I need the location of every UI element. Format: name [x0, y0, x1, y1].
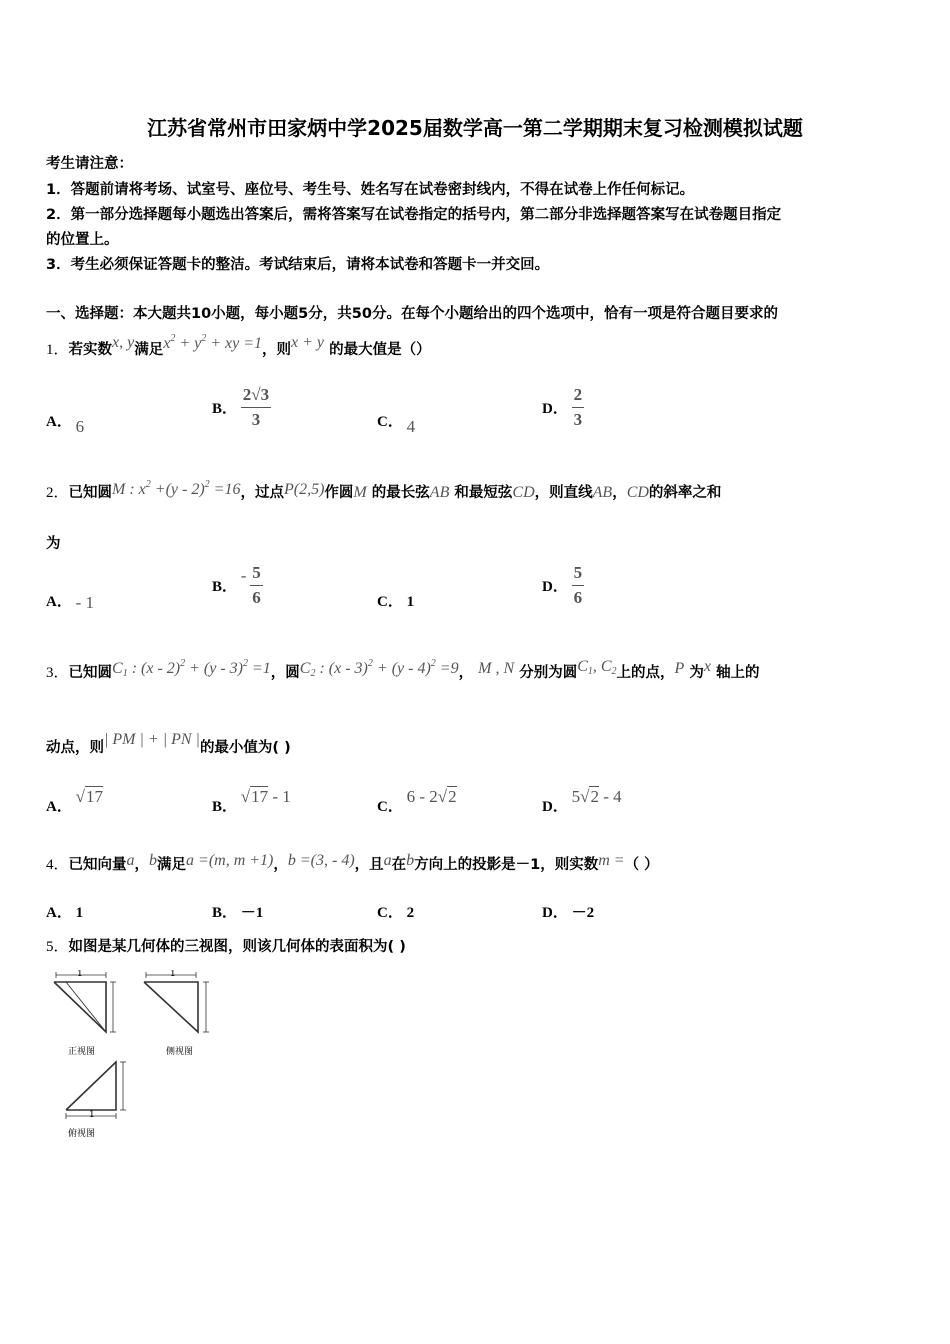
question-1: 1．若实数x, y满足$x^2 + y^2$ + xy =1，则x + y 的最大值是（） [46, 333, 431, 358]
three-view-figure [46, 970, 226, 1145]
front-view-dim: 1 [77, 970, 83, 979]
notice-item-2-cont: 的位置上。 [46, 232, 119, 248]
notice-item-3: 3．考生必须保证答题卡的整洁。考试结束后，请将本试卷和答题卡一并交回。 [46, 257, 550, 273]
q1-option-b[interactable]: B． $\frac{2√3}{3}$ [212, 385, 270, 429]
question-2-cont: 为 [46, 536, 61, 552]
q3-option-c[interactable]: C． 6 - 2√2 [377, 787, 457, 815]
q4-option-b[interactable]: B． －1 [212, 905, 264, 921]
top-view-drawing [66, 1062, 126, 1119]
side-view-drawing [144, 972, 209, 1032]
top-view-label: 俯视图 [68, 1129, 96, 1139]
q4-option-a[interactable]: A． 1 [46, 905, 84, 921]
page-title: 江苏省常州市田家炳中学2025届数学高一第二学期期末复习检测模拟试题 [147, 116, 803, 140]
question-3-cont: 动点，则| PM | + | PN |的最小值为( ) [46, 731, 291, 756]
top-view-dim: 1 [89, 1110, 95, 1120]
q2-option-c[interactable]: C． 1 [377, 594, 415, 610]
question-4: 4．已知向量a，b满足a =(m, m +1)，b =(3, - 4)，且a在b方向上的投影是－1，则实数m =（ ） [46, 852, 659, 873]
notice-item-2: 2．第一部分选择题每小题选出答案后，需将答案写在试卷指定的括号内，第二部分非选择题答案写在试卷题目指定 [46, 207, 782, 223]
question-number: 1． [46, 342, 69, 358]
q1-option-a[interactable]: A． 6 [46, 414, 85, 436]
q3-option-a[interactable]: A． √17 [46, 787, 103, 815]
question-3: 3．已知圆$C_1$ : (x - 2)$^2$ + (y - 3)$^2$ =1，圆$C_2$ : (x - 3)$^2$ + (y - 4)$^2$ =9， M , N 分别为圆$C_1$, $C_2$上的点，P 为x 轴上的 [46, 658, 760, 681]
q2-option-d[interactable]: D． $\frac{5}{6}$ [542, 563, 583, 607]
q4-option-c[interactable]: C． 2 [377, 905, 415, 921]
front-view-label: 正视图 [68, 1047, 96, 1057]
q1-option-d[interactable]: D． $\frac{2}{3}$ [542, 385, 583, 429]
question-5: 5．如图是某几何体的三视图，则该几何体的表面积为( ) [46, 939, 406, 955]
front-view-drawing [54, 972, 116, 1032]
side-view-label: 侧视图 [166, 1047, 194, 1057]
q3-option-b[interactable]: B． √17 - 1 [212, 787, 291, 815]
question-2: 2．已知圆M : $x^2 +(y - 2)^2 =16$，过点P(2,5)作圆M 的最长弦AB 和最短弦CD，则直线AB，CD的斜率之和 [46, 479, 722, 501]
q3-option-d[interactable]: D． 5√2 - 4 [542, 787, 622, 815]
q2-option-b[interactable]: B． - $\frac{5}{6}$ [212, 563, 261, 607]
notice-heading: 考生请注意： [46, 156, 133, 172]
notice-item-1: 1．答题前请将考场、试室号、座位号、考生号、姓名写在试卷密封线内，不得在试卷上作任何标记。 [46, 182, 695, 198]
q1-option-c[interactable]: C． 4 [377, 414, 416, 436]
side-view-dim: 1 [170, 970, 176, 979]
q4-option-d[interactable]: D． －2 [542, 905, 595, 921]
section-heading: 一、选择题：本大题共10小题，每小题5分，共50分。在每个小题给出的四个选项中，恰有一项是符合题目要求的 [46, 306, 778, 322]
q2-option-a[interactable]: A． - 1 [46, 593, 95, 612]
